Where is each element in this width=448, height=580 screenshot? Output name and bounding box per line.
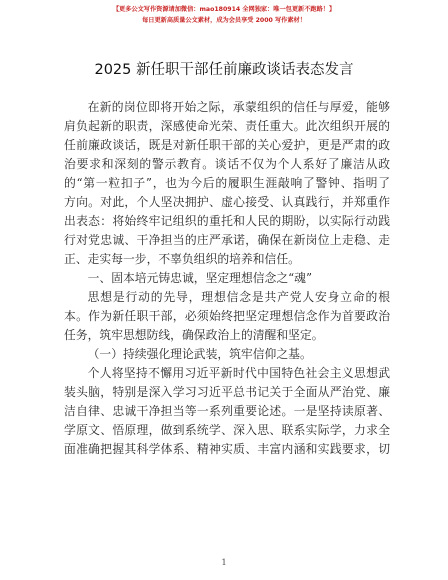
page-number: 1 — [221, 558, 227, 567]
text-line: 装头脑，特别是深入学习习近平总书记关于全面从严治党、廉 — [64, 385, 390, 399]
subsection-heading-1 — [64, 345, 390, 364]
promo-banner-line-2: 每日更新高质量公文素材，成为会员享受 2000 写作素材！ — [142, 17, 306, 24]
text-line: 任务，筑牢思想防线，确保政治上的清醒和坚定。 — [64, 328, 324, 342]
heading-line: （一）持续强化理论武装，筑牢信仰之基。 — [87, 347, 312, 361]
text-line: 的“第一粒扣子”，也为今后的履职生涯敲响了警钟、指明了 — [64, 176, 390, 190]
text-line: 面准确把握其科学体系、精神实质、丰富内涵和实践要求，切 — [64, 442, 390, 456]
promo-banner-line-1: 【更多公文写作资源请加微信：mao180914 全网独家：唯一包更新不跑路！】 — [112, 6, 336, 13]
document-title: 2025 新任职干部任前廉政谈话表态发言 — [94, 62, 354, 78]
text-line: 思想是行动的先导，理想信念是共产党人安身立命的根 — [87, 290, 390, 304]
text-line: 方向。对此，个人坚决拥护、虚心接受、认真践行，并郑重作 — [64, 195, 390, 209]
text-line: 本。作为新任职干部，必须始终把坚定理想信念作为首要政治 — [64, 309, 390, 323]
text-line: 在新的岗位即将开始之际，承蒙组织的信任与厚爱，能够 — [87, 100, 390, 114]
text-line: 出表态：将始终牢记组织的重托和人民的期盼，以实际行动践 — [64, 214, 390, 228]
document-body — [64, 98, 390, 459]
heading-line: 一、固本培元铸忠诚，坚定理想信念之“魂” — [87, 271, 313, 285]
section-heading-1 — [64, 269, 390, 288]
text-line: 个人将坚持不懈用习近平新时代中国特色社会主义思想武 — [87, 366, 390, 380]
paragraph-2 — [64, 288, 390, 345]
text-line: 任前廉政谈话，既是对新任职干部的关心爱护，更是严肃的政 — [64, 138, 390, 152]
text-line: 治要求和深刻的警示教育。谈话不仅为个人系好了廉洁从政 — [64, 157, 390, 171]
text-line: 洁自律、忠诚干净担当等一系列重要论述。一是坚持读原著、 — [64, 404, 390, 418]
text-line: 正、走实每一步，不辜负组织的培养和信任。 — [64, 252, 300, 266]
text-line: 学原文、悟原理，做到系统学、深入思、联系实际学，力求全 — [64, 423, 390, 437]
text-line: 肩负起新的职责，深感使命光荣、责任重大。此次组织开展的 — [64, 119, 390, 133]
paragraph-3 — [64, 364, 390, 459]
paragraph-intro — [64, 98, 390, 269]
text-line: 行对党忠诚、干净担当的庄严承诺，确保在新岗位上走稳、走 — [64, 233, 390, 247]
